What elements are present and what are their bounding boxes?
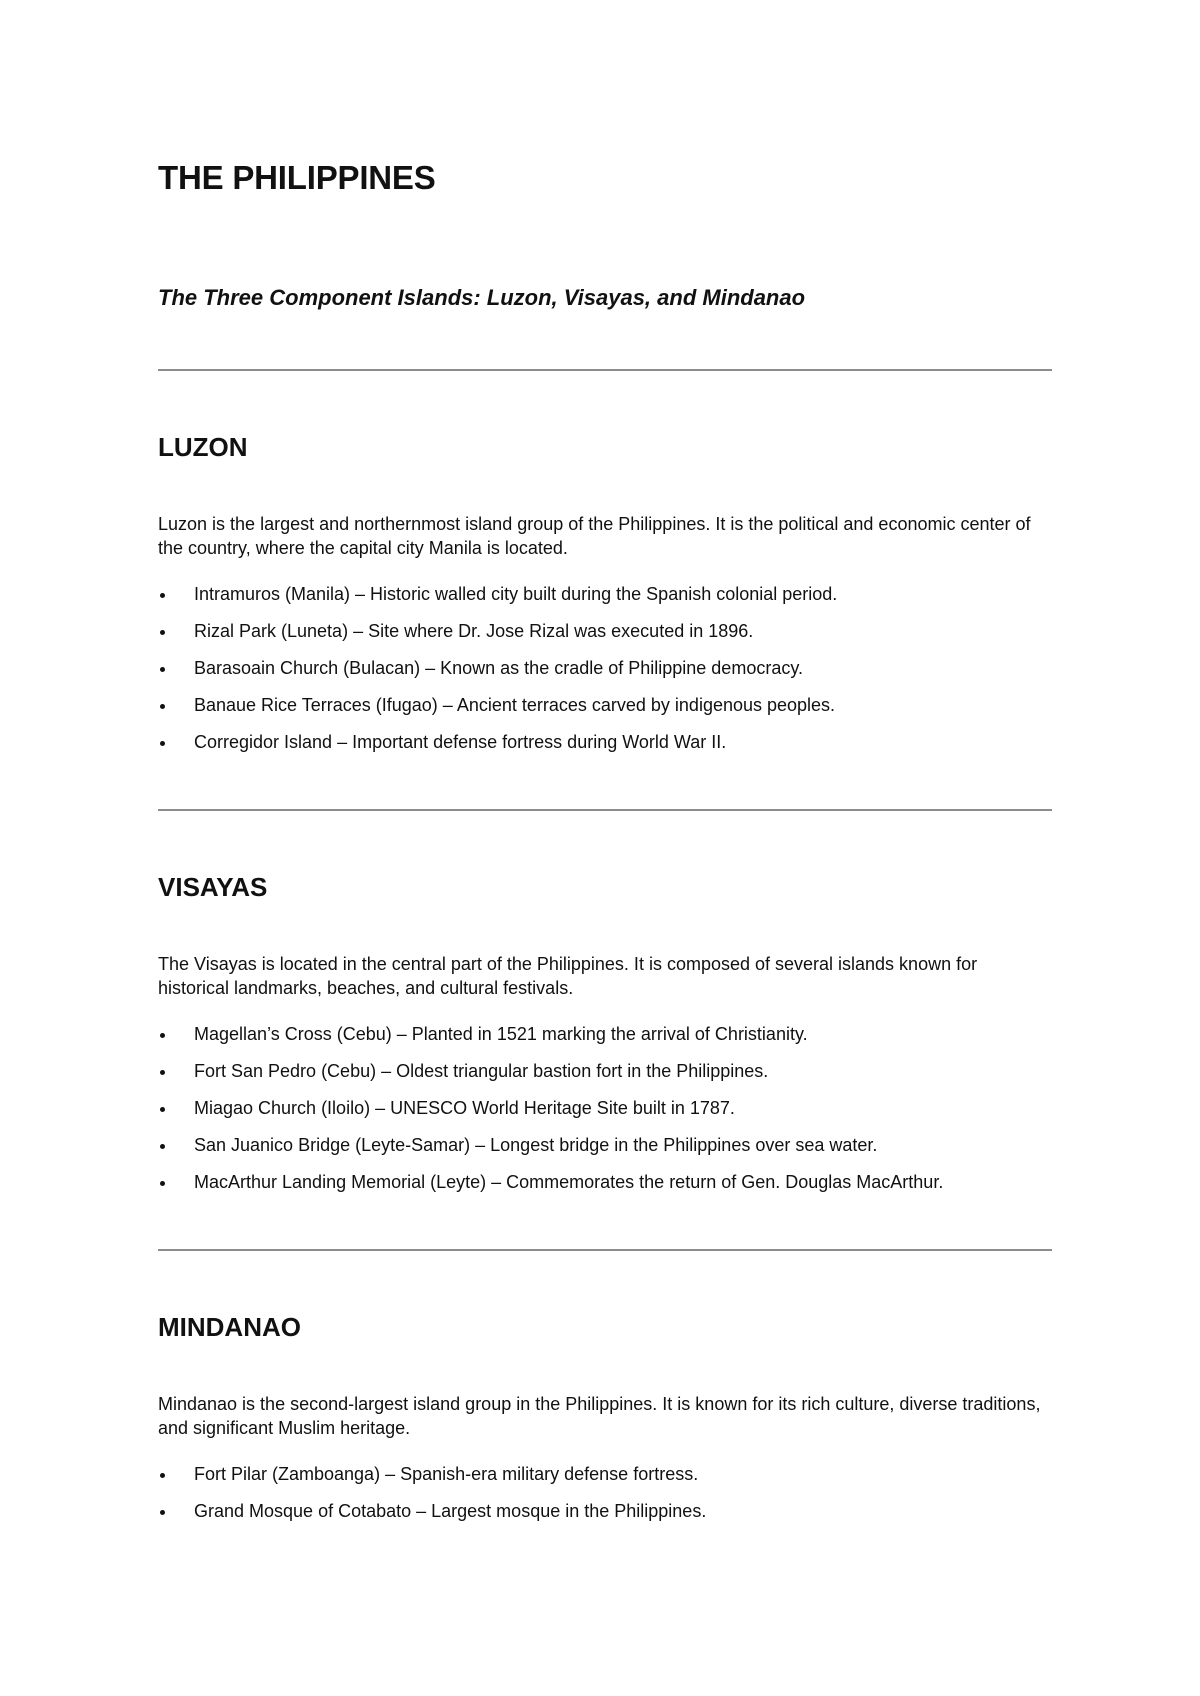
bullet-icon <box>160 630 165 635</box>
section-intro: Mindanao is the second-largest island group in the Philippines. It is known for its rich culture, diverse traditions, and significant Muslim heritage. <box>158 1394 1041 1438</box>
list-item-text: Fort Pilar (Zamboanga) – Spanish-era military defense fortress. <box>194 1464 699 1484</box>
list-item <box>158 656 1052 693</box>
list-item <box>158 1462 1052 1499</box>
section-divider <box>158 369 1052 371</box>
list-item <box>158 1096 1052 1133</box>
section-visayas <box>158 868 1052 1207</box>
list-item <box>158 1022 1052 1059</box>
list-item-text: San Juanico Bridge (Leyte-Samar) – Longest bridge in the Philippines over sea water. <box>194 1135 878 1155</box>
list-item-text: Grand Mosque of Cotabato – Largest mosque in the Philippines. <box>194 1501 707 1521</box>
bullet-icon <box>160 1107 165 1112</box>
bullet-icon <box>160 741 165 746</box>
list-item <box>158 1133 1052 1170</box>
list-item-text: Rizal Park (Luneta) – Site where Dr. Jose Rizal was executed in 1896. <box>194 621 754 641</box>
list-item <box>158 1059 1052 1096</box>
list-item-text: Fort San Pedro (Cebu) – Oldest triangular bastion fort in the Philippines. <box>194 1061 769 1081</box>
list-item-text: Barasoain Church (Bulacan) – Known as the cradle of Philippine democracy. <box>194 658 803 678</box>
section-intro: Luzon is the largest and northernmost island group of the Philippines. It is the political and economic center of the country, where the capital city Manila is located. <box>158 514 1031 558</box>
landmark-list <box>158 582 1052 767</box>
bullet-icon <box>160 1033 165 1038</box>
list-item <box>158 1499 1052 1536</box>
list-item <box>158 730 1052 767</box>
list-item <box>158 693 1052 730</box>
list-item-text: Corregidor Island – Important defense fortress during World War II. <box>194 732 727 752</box>
section-heading: MINDANAO <box>158 1312 301 1342</box>
bullet-icon <box>160 1473 165 1478</box>
list-item-text: Intramuros (Manila) – Historic walled city built during the Spanish colonial period. <box>194 584 838 604</box>
list-item-text: Banaue Rice Terraces (Ifugao) – Ancient terraces carved by indigenous peoples. <box>194 695 836 715</box>
bullet-icon <box>160 1181 165 1186</box>
bullet-icon <box>160 667 165 672</box>
list-item <box>158 619 1052 656</box>
landmark-list <box>158 1462 1052 1536</box>
document-subtitle: The Three Component Islands: Luzon, Visayas, and Mindanao <box>158 285 806 310</box>
bullet-icon <box>160 593 165 598</box>
list-item-text: Magellan’s Cross (Cebu) – Planted in 1521 marking the arrival of Christianity. <box>194 1024 808 1044</box>
landmark-list <box>158 1022 1052 1207</box>
bullet-icon <box>160 1144 165 1149</box>
list-item-text: MacArthur Landing Memorial (Leyte) – Commemorates the return of Gen. Douglas MacArthur. <box>194 1172 944 1192</box>
section-intro: The Visayas is located in the central part of the Philippines. It is composed of several islands known for historical landmarks, beaches, and cultural festivals. <box>158 954 978 998</box>
section-heading: VISAYAS <box>158 872 268 902</box>
section-luzon <box>158 428 1052 767</box>
section-heading: LUZON <box>158 432 248 462</box>
bullet-icon <box>160 704 165 709</box>
section-divider <box>158 809 1052 811</box>
bullet-icon <box>160 1510 165 1515</box>
bullet-icon <box>160 1070 165 1075</box>
list-item <box>158 1170 1052 1207</box>
list-item <box>158 582 1052 619</box>
section-mindanao <box>158 1308 1052 1536</box>
section-divider <box>158 1249 1052 1251</box>
list-item-text: Miagao Church (Iloilo) – UNESCO World Heritage Site built in 1787. <box>194 1098 735 1118</box>
document-title: THE PHILIPPINES <box>158 159 436 196</box>
